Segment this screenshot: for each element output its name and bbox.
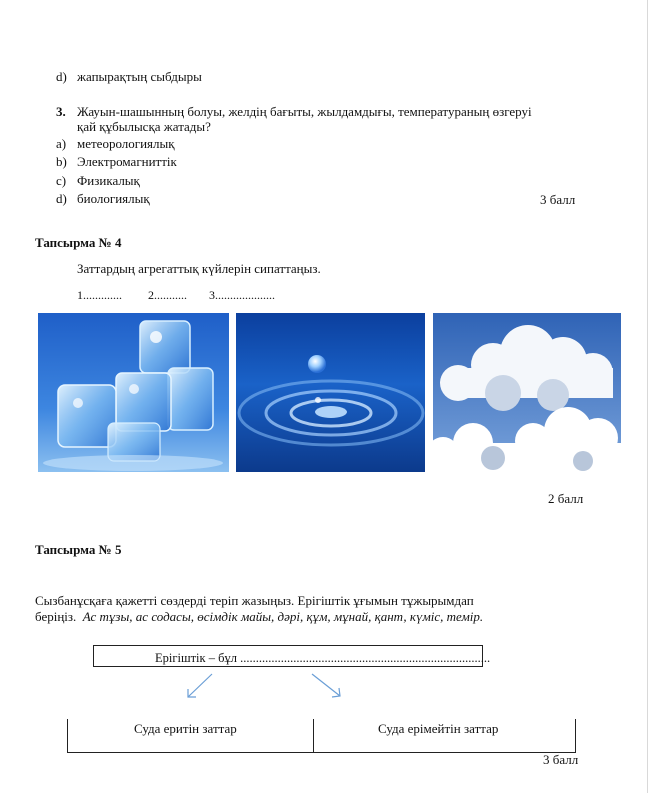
question3-number: 3. [56, 104, 66, 119]
ice-cubes-image [38, 313, 229, 472]
task5-title: Тапсырма № 5 [35, 542, 122, 557]
column-soluble: Суда еритін заттар [134, 721, 237, 736]
prev-option-d-letter: d) [56, 69, 67, 84]
option-d-text: биологиялық [77, 191, 150, 206]
task4-score: 2 балл [548, 491, 584, 506]
task4-instruction: Заттардың агрегаттық күйлерін сипаттаңыз. [77, 261, 321, 276]
task4-blank-2: 2........... [148, 288, 187, 302]
water-drop-image [236, 313, 425, 472]
table-center-border [313, 719, 314, 753]
task5-word-list: Ас тұзы, ас содасы, өсімдік майы, дәрі, құм, мұнай, қант, күміс, темір. [82, 609, 484, 624]
task4-title: Тапсырма № 4 [35, 235, 122, 250]
arrow-icons [180, 670, 350, 702]
arrow-right-icon [312, 674, 340, 696]
task5-instruction-prefix: беріңіз. [35, 609, 77, 624]
clouds-image [433, 313, 621, 472]
definition-text: Ерігіштік – бұл ................................................................................ [155, 651, 491, 665]
task5-score: 3 балл [543, 752, 579, 767]
arrow-left-icon [188, 674, 212, 697]
question3-text-line1: Жауын-шашынның болуы, желдің бағыты, жылдамдығы, температураның өзгеруі [77, 104, 532, 119]
table-right-border [575, 719, 576, 753]
table-left-border [67, 719, 68, 753]
prev-option-d-text: жапырақтың сыбдыры [77, 69, 202, 84]
task4-blank-3: 3.................... [209, 288, 275, 302]
column-insoluble: Суда ерімейтін заттар [378, 721, 499, 736]
task5-instruction-line2 [35, 609, 483, 625]
option-b-text: Электромагниттік [77, 154, 177, 169]
question3-score: 3 балл [540, 192, 576, 207]
option-c-text: Физикалық [77, 173, 140, 188]
option-a-text: метеорологиялық [77, 136, 175, 151]
option-d-letter: d) [56, 191, 67, 206]
option-c-letter: c) [56, 173, 67, 188]
task5-instruction-line1: Сызбанұсқаға қажетті сөздерді теріп жазыңыз. Ерігіштік ұғымын тұжырымдап [35, 593, 474, 608]
option-a-letter: a) [56, 136, 67, 151]
task4-blank-1: 1............. [77, 288, 122, 302]
question3-text-line2: қай құбылысқа жатады? [77, 119, 211, 134]
table-bottom-border [67, 752, 576, 753]
option-b-letter: b) [56, 154, 67, 169]
